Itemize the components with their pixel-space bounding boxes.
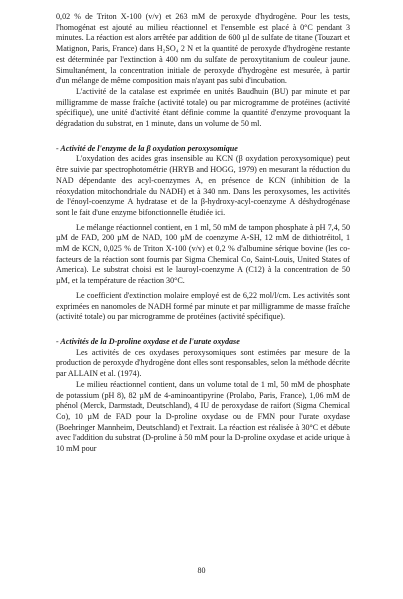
page-number: 80 [197, 566, 206, 575]
section-heading-beta-oxidation: - Activité de l'enzyme de la β oxydation peroxysomique [56, 143, 238, 153]
paragraph-extinction-coefficient: Le coefficient d'extinction molaire employé est de 6,22 mol/l/cm. Les activités sont exprimées en nanomoles de NADH formé par minute et par milligramme de masse fraîche (activité totale) ou par microgramme de protéines (activité spécifique). [56, 290, 350, 322]
paragraph-oxidases-medium: Le milieu réactionnel contient, dans un volume total de 1 ml, 50 mM de phosphate de potassium (pH 8), 82 µM de 4-aminoantipyrine (Prolabo, Paris, France), 1,06 mM de phénol (Merck, Darmstadt, Deutschland), 4 IU de peroxydase de raifort (Sigma Chemical Co), 10 µM de FAD pour la D-proline oxydase ou de FMN pour l'urate oxydase (Boehringer Mannheim, Deutschland) et l'extrait. La réaction est réalisée à 30°C et débute avec l'addition du substrat (D-proline à 50 mM pour la D-proline oxydase et acide urique à 10 mM pour [56, 379, 350, 454]
document-page [56, 12, 350, 455]
paragraph-catalase-method: 0,02 % de Triton X-100 (v/v) et 263 mM de peroxyde d'hydrogène. Pour les tests, l'homogénat est ajouté au milieu réactionnel et l'ensemble est placé à 0°C pendant 3 minutes. La réaction est alors arrêtée par addition de 600 µl de sulfate de titane (Touzart et Matignon, Paris, France) dans H₂SO₄ 2 N et la quantité de peroxyde d'hydrogène restante est déterminée par l'extinction à 400 nm du sulfate de peroxytitanium de couleur jaune. Simultanément, la concentration initiale de peroxyde d'hydrogène est mesurée, à partir d'un mélange de même composition mais n'ayant pas subi d'incubation. [56, 12, 350, 86]
paragraph-beta-oxidation-intro: L'oxydation des acides gras insensible au KCN (β oxydation peroxysomique) peut être suivie par spectrophotométrie (HRYB and HOGG, 1979) en mesurant la réduction du NAD dépendante des acyl-coenzymes A, en présence de KCN (inhibition de la réoxydation mitochondriale du NADH) et à 340 nm. Dans les peroxysomes, les activités de l'énoyl-coenzyme A hydratase et de la β-hydroxy-acyl-coenzyme A déshydrogénase sont le fait d'une enzyme bifonctionnelle étudiée ici. [56, 154, 350, 217]
paragraph-catalase-activity: L'activité de la catalase est exprimée en unités Baudhuin (BU) par minute et par milligramme de masse fraîche (activité totale) ou par microgramme de protéines (activité spécifique), une unité d'activité étant définie comme la quantité d'enzyme provoquant la dégradation du substrat, en 1 minute, dans un volume de 50 ml. [56, 86, 350, 129]
paragraph-oxidases-intro: Les activités de ces oxydases peroxysomiques sont estimées par mesure de la production de peroxyde d'hydrogène dont elles sont responsables, selon la méthode décrite par ALLAIN et al. (1974). [56, 347, 350, 379]
paragraph-reaction-mixture: Le mélange réactionnel contient, en 1 ml, 50 mM de tampon phosphate à pH 7,4, 50 µM de FAD, 200 µM de NAD, 100 µM de coenzyme A-SH, 12 mM de dithiotréitol, 1 mM de KCN, 0,025 % de Triton X-100 (v/v) et 0,2 % d'albumine sérique bovine (les co-facteurs de la réaction sont fournis par Sigma Chemical Co, Saint-Louis, United States of America). Le substrat choisi est le lauroyl-coenzyme A (C12) à la concentration de 50 µM, et la température de réaction 30°C. [56, 222, 350, 286]
section-heading-oxidases: - Activités de la D-proline oxydase et de l'urate oxydase [56, 336, 240, 346]
